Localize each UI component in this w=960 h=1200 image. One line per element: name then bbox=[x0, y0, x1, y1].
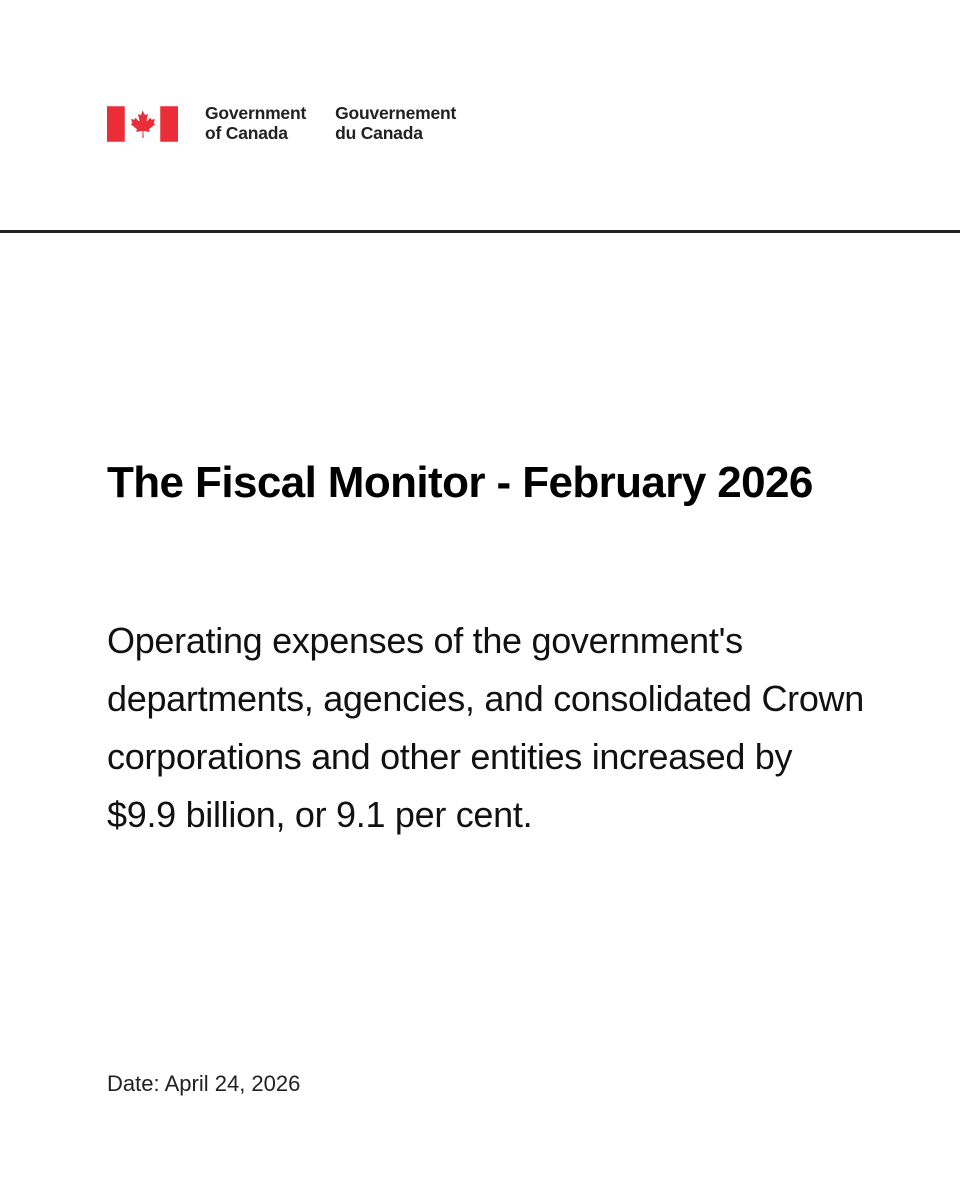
canada-flag-icon bbox=[107, 106, 178, 142]
french-wordmark-line2: du Canada bbox=[335, 123, 423, 143]
government-wordmark bbox=[205, 103, 456, 143]
date-value: April 24, 2026 bbox=[164, 1071, 301, 1096]
page-title: The Fiscal Monitor - February 2026 bbox=[107, 458, 813, 507]
french-wordmark bbox=[335, 103, 456, 143]
french-wordmark-line1: Gouvernement bbox=[335, 103, 457, 123]
header-divider bbox=[0, 230, 960, 233]
publication-date bbox=[107, 1068, 300, 1100]
english-wordmark-line1: Government bbox=[205, 103, 307, 123]
summary-text: Operating expenses of the government's departments, agencies, and consolidated Crown corporations and other entities increased by $9.9 billion, or 9.1 per cent. bbox=[107, 620, 864, 835]
date-label: Date: bbox=[107, 1071, 160, 1096]
government-signature bbox=[107, 103, 456, 145]
english-wordmark bbox=[205, 103, 306, 143]
english-wordmark-line2: of Canada bbox=[205, 123, 288, 143]
